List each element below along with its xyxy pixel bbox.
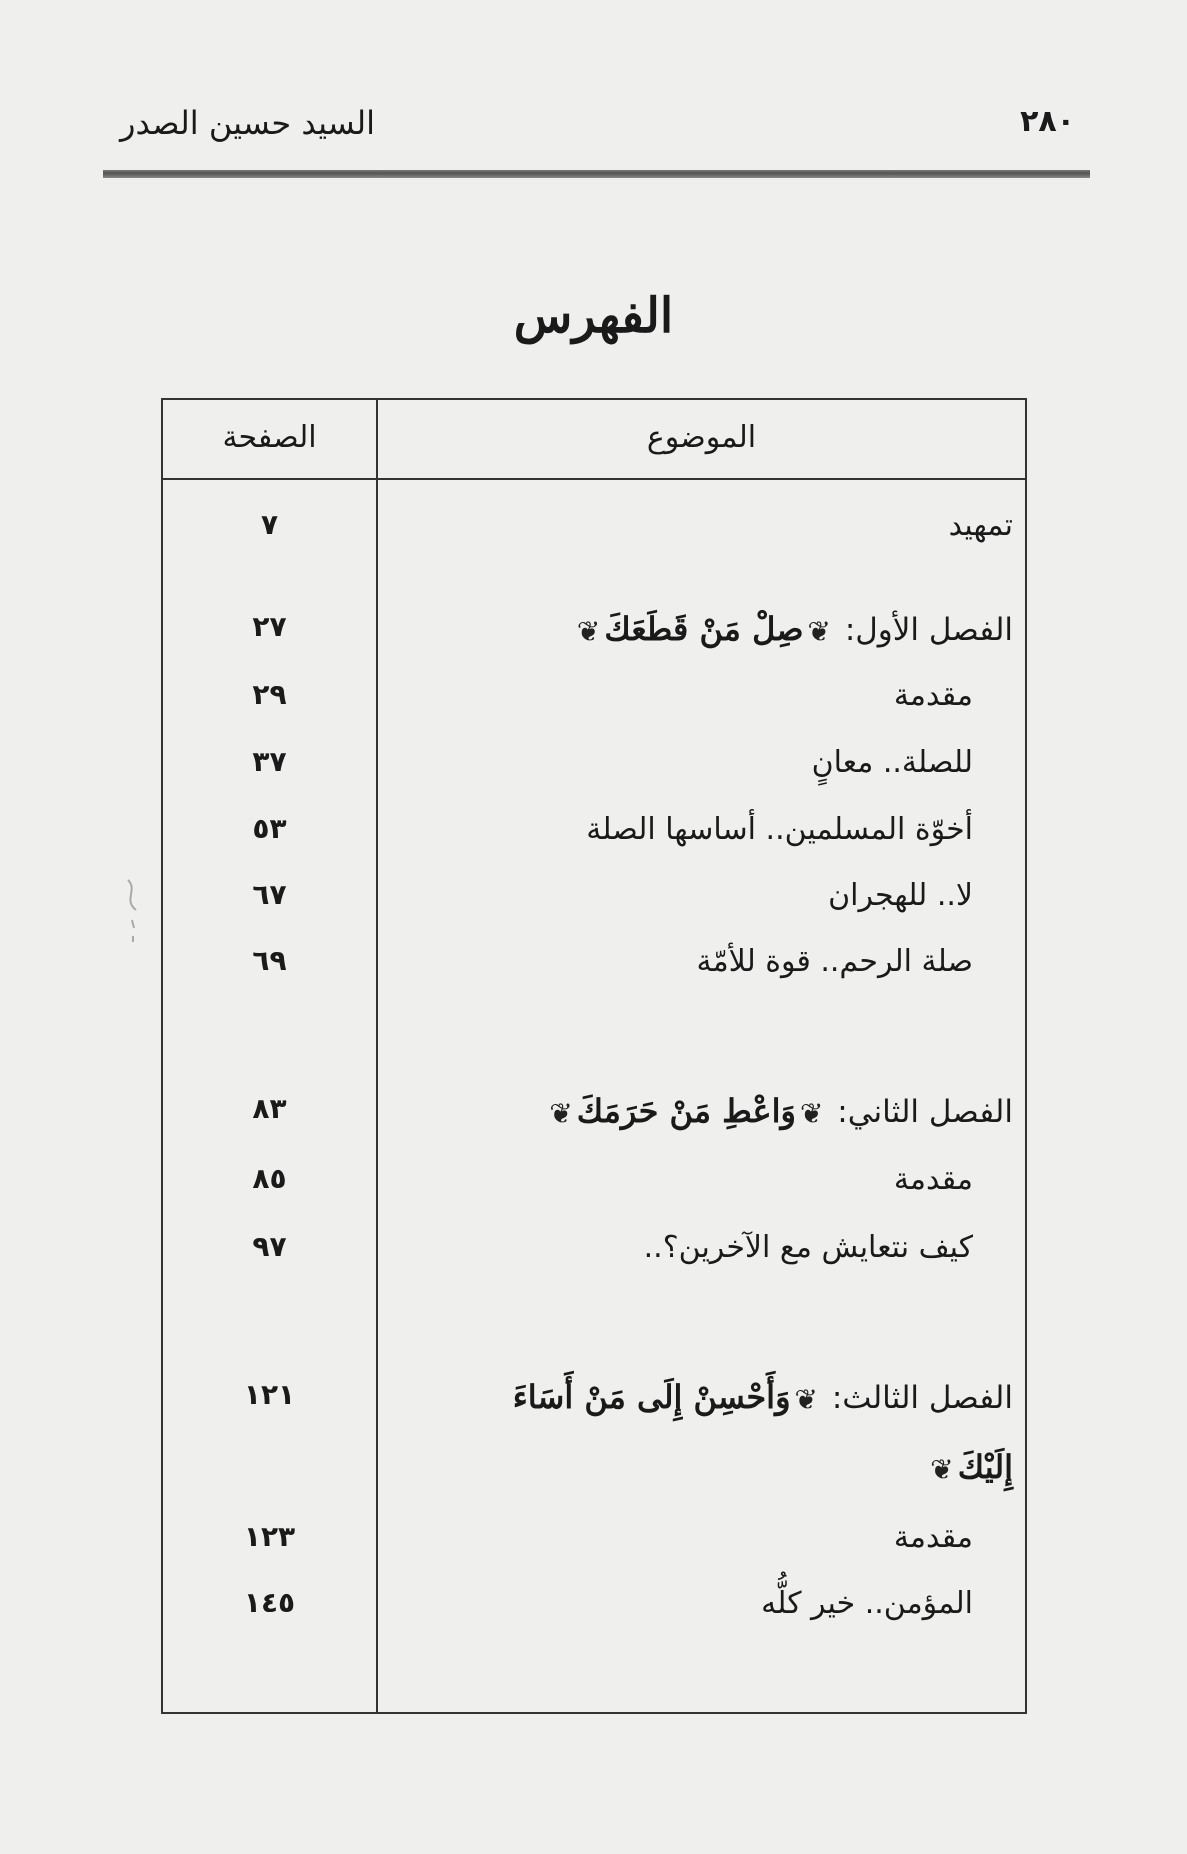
page-ref: ٥٣: [252, 812, 287, 845]
page-ref: ٨٥: [252, 1162, 287, 1195]
page-ref: ٦٩: [252, 944, 287, 977]
chapter-label: الفصل الأول:: [844, 612, 1013, 648]
table-row: [163, 812, 1025, 872]
table-row: [163, 1162, 1025, 1222]
header-rule: [103, 170, 1090, 178]
page-ref: ١٢٣: [243, 1520, 296, 1553]
ornament-close-icon: ❦: [576, 615, 601, 648]
topic-text: المؤمن.. خير كلُّه: [761, 1586, 973, 1621]
chapter-quote-continued: إِلَيْكَ: [957, 1448, 1013, 1486]
ornament-open-icon: ❦: [807, 615, 831, 648]
chapter-title: [573, 610, 1013, 648]
index-title: الفهرس: [513, 288, 674, 344]
chapter-quote: وَاعْطِ مَنْ حَرَمَكَ: [576, 1092, 796, 1130]
page-ref: ٦٧: [252, 878, 287, 911]
page-ref: ١٢١: [243, 1378, 296, 1411]
table-row: [163, 678, 1025, 738]
topic-column-header: الموضوع: [646, 420, 757, 455]
table-row-chapter: [163, 610, 1025, 670]
running-head: [100, 100, 1085, 150]
page-ref: ٧: [260, 508, 279, 541]
table-row: [163, 878, 1025, 938]
topic-text: مقدمة: [893, 678, 973, 713]
topic-text: مقدمة: [893, 1162, 973, 1197]
page-ref: ١٤٥: [243, 1586, 296, 1619]
chapter-title: [513, 1378, 1013, 1416]
chapter-label: الفصل الثاني:: [837, 1094, 1013, 1130]
topic-text: للصلة.. معانٍ: [811, 745, 973, 780]
table-row-chapter: [163, 1092, 1025, 1152]
contents-table: [161, 398, 1027, 1714]
column-divider: [376, 400, 378, 1712]
topic-text: لا.. للهجران: [828, 878, 973, 913]
page-ref: ٩٧: [252, 1230, 287, 1263]
chapter-title: [545, 1092, 1013, 1130]
table-header: [163, 400, 1025, 480]
page-ref: ٣٧: [252, 745, 287, 778]
table-row-chapter: [163, 1378, 1025, 1508]
chapter-quote: وَأَحْسِنْ إِلَى مَنْ أَسَاءَ: [512, 1378, 791, 1416]
ornament-open-icon: ❦: [794, 1383, 818, 1416]
topic-text: صلة الرحم.. قوة للأمّة: [696, 944, 973, 979]
table-row: [163, 944, 1025, 1004]
ornament-close-icon: ❦: [930, 1453, 954, 1486]
table-row: [163, 745, 1025, 805]
table-row: [163, 508, 1025, 568]
topic-text: مقدمة: [893, 1520, 973, 1555]
margin-scribble-icon: [118, 870, 158, 950]
table-row: [163, 1520, 1025, 1580]
ornament-open-icon: ❦: [799, 1097, 824, 1130]
chapter-label: الفصل الثالث:: [831, 1380, 1013, 1416]
author-name: السيد حسين الصدر: [120, 104, 375, 142]
topic-text: أخوّة المسلمين.. أساسها الصلة: [586, 812, 973, 847]
page-number: ٢٨٠: [1020, 104, 1075, 139]
topic-text: تمهيد: [948, 508, 1013, 543]
chapter-title-continued: [926, 1448, 1013, 1486]
table-row: [163, 1230, 1025, 1290]
chapter-quote: صِلْ مَنْ قَطَعَكَ: [604, 610, 804, 648]
page-ref: ٢٩: [252, 678, 287, 711]
page-column-header: الصفحة: [222, 420, 317, 455]
page-ref: ٨٣: [252, 1092, 287, 1125]
topic-text: كيف نتعايش مع الآخرين؟..: [643, 1230, 973, 1265]
ornament-close-icon: ❦: [549, 1097, 573, 1130]
page-ref: ٢٧: [252, 610, 287, 643]
table-row: [163, 1586, 1025, 1646]
